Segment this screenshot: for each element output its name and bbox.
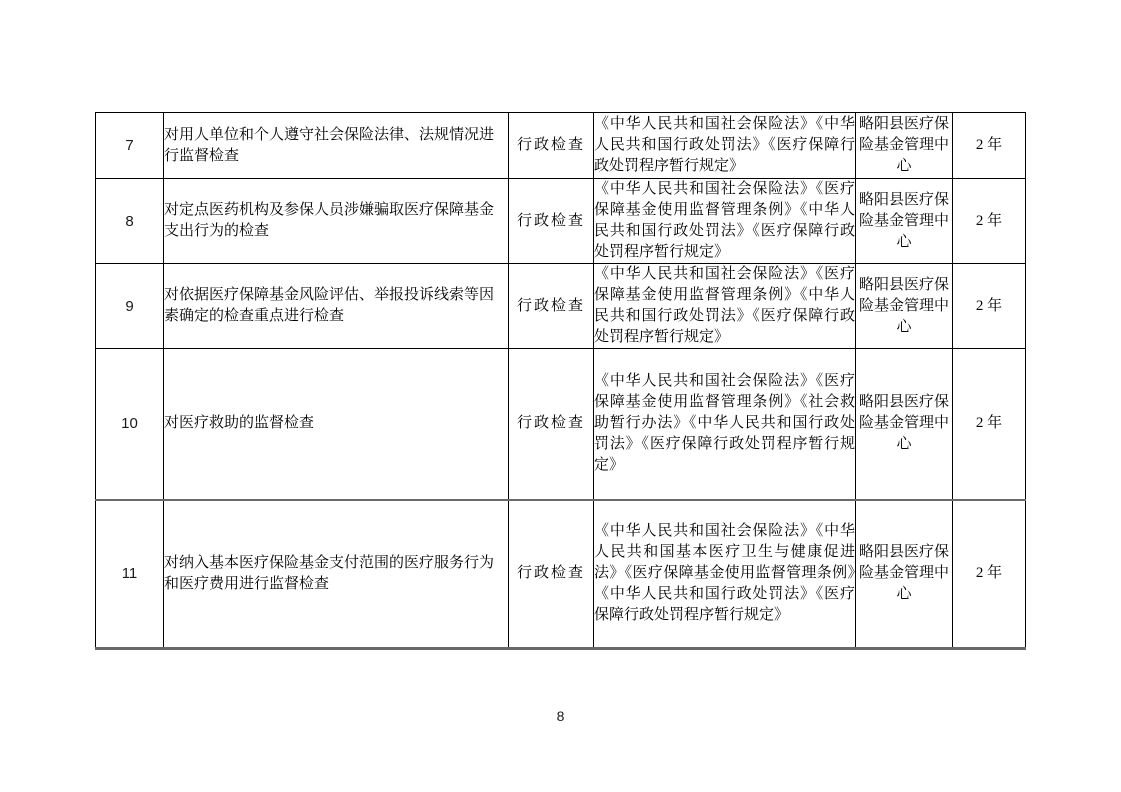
period: 2 年 xyxy=(953,500,1026,649)
implementing-agency: 略阳县医疗保险基金管理中心 xyxy=(856,349,953,500)
legal-basis: 《中华人民共和国社会保险法》《医疗保障基金使用监督管理条例》《中华人民共和国行政处罚法》《医疗保障行政处罚程序暂行规定》 xyxy=(594,264,856,349)
period: 2 年 xyxy=(953,349,1026,500)
row-number: 9 xyxy=(96,264,164,349)
row-number: 8 xyxy=(96,179,164,264)
inspection-type: 行政检查 xyxy=(509,113,594,179)
inspection-type: 行政检查 xyxy=(509,349,594,500)
implementing-agency: 略阳县医疗保险基金管理中心 xyxy=(856,500,953,649)
page-number: 8 xyxy=(556,708,565,724)
legal-basis: 《中华人民共和国社会保险法》《中华人民共和国行政处罚法》《医疗保障行政处罚程序暂行规定》 xyxy=(594,113,856,179)
inspection-item: 对用人单位和个人遵守社会保险法律、法规情况进行监督检查 xyxy=(164,113,509,179)
inspection-items-table xyxy=(95,112,1026,650)
inspection-type: 行政检查 xyxy=(509,500,594,649)
period: 2 年 xyxy=(953,264,1026,349)
table-row xyxy=(96,264,1026,349)
inspection-type: 行政检查 xyxy=(509,264,594,349)
inspection-item: 对定点医药机构及参保人员涉嫌骗取医疗保障基金支出行为的检查 xyxy=(164,179,509,264)
table-row xyxy=(96,500,1026,649)
table-row xyxy=(96,113,1026,179)
legal-basis: 《中华人民共和国社会保险法》《医疗保障基金使用监督管理条例》《中华人民共和国行政处罚法》《医疗保障行政处罚程序暂行规定》 xyxy=(594,179,856,264)
implementing-agency: 略阳县医疗保险基金管理中心 xyxy=(856,264,953,349)
period: 2 年 xyxy=(953,113,1026,179)
row-number: 11 xyxy=(96,500,164,649)
table-row xyxy=(96,349,1026,500)
inspection-type: 行政检查 xyxy=(509,179,594,264)
implementing-agency: 略阳县医疗保险基金管理中心 xyxy=(856,113,953,179)
period: 2 年 xyxy=(953,179,1026,264)
row-number: 7 xyxy=(96,113,164,179)
implementing-agency: 略阳县医疗保险基金管理中心 xyxy=(856,179,953,264)
table-row xyxy=(96,179,1026,264)
legal-basis: 《中华人民共和国社会保险法》《中华人民共和国基本医疗卫生与健康促进法》《医疗保障基金使用监督管理条例》《中华人民共和国行政处罚法》《医疗保障行政处罚程序暂行规定》 xyxy=(594,500,856,649)
inspection-item: 对纳入基本医疗保险基金支付范围的医疗服务行为和医疗费用进行监督检查 xyxy=(164,500,509,649)
inspection-item: 对依据医疗保障基金风险评估、举报投诉线索等因素确定的检查重点进行检查 xyxy=(164,264,509,349)
inspection-item: 对医疗救助的监督检查 xyxy=(164,349,509,500)
row-number: 10 xyxy=(96,349,164,500)
legal-basis: 《中华人民共和国社会保险法》《医疗保障基金使用监督管理条例》《社会救助暂行办法》《中华人民共和国行政处罚法》《医疗保障行政处罚程序暂行规定》 xyxy=(594,349,856,500)
